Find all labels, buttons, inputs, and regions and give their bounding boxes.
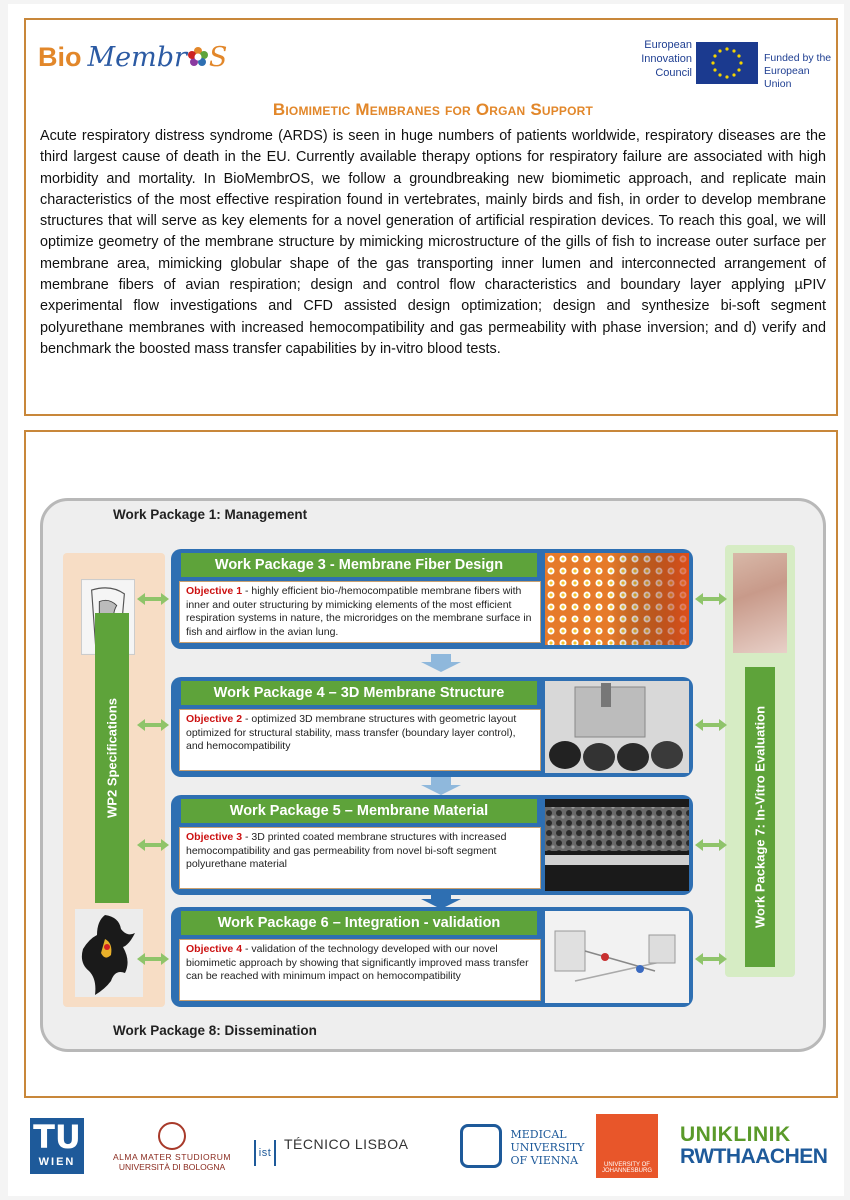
logo-membr: Membr bbox=[87, 42, 187, 73]
objective-label: Objective 4 bbox=[186, 943, 243, 955]
flower-icon bbox=[187, 46, 209, 68]
work-package-figure bbox=[24, 430, 838, 1098]
muv-line: MEDICAL bbox=[510, 1128, 567, 1141]
objective-text: - validation of the technology developed with our novel biomimetic approach by showing that significantly improved mass transfer can be reached with minimum impact on hemocompatibility bbox=[186, 943, 529, 982]
meduni-vienna-logo bbox=[460, 1124, 584, 1169]
wp5-title: Work Package 5 – Membrane Material bbox=[181, 799, 537, 823]
muv-line: UNIVERSITY bbox=[510, 1141, 585, 1154]
eic-line: Innovation bbox=[641, 53, 692, 65]
tecnico-text: TÉCNICO LISBOA bbox=[284, 1136, 409, 1152]
down-arrow-icon bbox=[421, 777, 461, 795]
wp2-bar bbox=[95, 613, 129, 903]
wp4-title: Work Package 4 – 3D Membrane Structure bbox=[181, 681, 537, 705]
lab-setup-photo bbox=[545, 911, 689, 1003]
funded-line: Funded by the bbox=[764, 52, 832, 64]
tu-wien-logo bbox=[30, 1118, 84, 1174]
johannesburg-logo bbox=[596, 1114, 658, 1178]
objective-label: Objective 2 bbox=[186, 713, 243, 725]
down-arrow-icon bbox=[421, 654, 461, 672]
funded-by-eu bbox=[764, 52, 836, 91]
wp-diagram bbox=[40, 498, 826, 1052]
bologna-line: ALMA MATER STUDIORUM bbox=[113, 1152, 231, 1162]
rwth-line: UNIKLINIK bbox=[680, 1123, 791, 1146]
ist-mark-icon: ist bbox=[254, 1140, 276, 1166]
left-right-arrow-icon bbox=[695, 719, 727, 731]
fiber-pattern-image bbox=[545, 553, 689, 645]
bird-anatomy-image bbox=[75, 909, 143, 997]
wp2-column bbox=[63, 553, 165, 1007]
wp3-title: Work Package 3 - Membrane Fiber Design bbox=[181, 553, 537, 577]
3d-structure-photo bbox=[545, 681, 689, 773]
wp7-bar bbox=[745, 667, 775, 967]
left-right-arrow-icon bbox=[695, 593, 727, 605]
left-right-arrow-icon bbox=[695, 953, 727, 965]
muv-line: OF VIENNA bbox=[510, 1154, 579, 1167]
uniklinik-rwth-logo bbox=[680, 1124, 827, 1168]
eic-line: Council bbox=[655, 67, 692, 79]
wp5-box bbox=[171, 795, 693, 895]
tu-text: TU bbox=[33, 1118, 81, 1156]
membrane-sem-image bbox=[545, 799, 689, 891]
wp2-label: WP2 Specifications bbox=[104, 698, 120, 818]
wp3-box bbox=[171, 549, 693, 649]
abstract-text: Acute respiratory distress syndrome (ARDS) is seen in huge numbers of patients worldwide, respiratory diseases are the third largest cause of death in the EU. Currently available therapy options for respiratory failure are associated with high morbidity and mortality. In BioMembrOS, we follow a groundbreaking new biomimetic approach, and replicate main characteristics of the most effective respiration found in vertebrates, mainly birds and fish, in order to develop membrane structures that will serve as key elements for a novel generation of artificial respiration devices. To reach this goal, we will optimize geometry of the membrane structure by mimicking microstructure of the gills of fish to increase outer surface per membrane area, mimicking globular shape of the gas transporting inner lumen and interconnected arrangement of membrane fibers of avian respiration; design and control flow characteristics and boundary layer applying µPIV experimental flow investigations and CFD assisted design optimization; design and synthesize bi-soft segment polyurethane membranes with increased hemocompatibility and gas permeability with phase inversion; and d) verify and benchmark the boosted mass transfer capabilities by in-vitro blood tests. bbox=[40, 128, 826, 357]
poster-title: Biomimetic Membranes for Organ Support bbox=[272, 100, 594, 119]
funded-line: European Union bbox=[764, 65, 810, 90]
objective-text: - optimized 3D membrane structures with geometric layout optimized for structural stability, mass transfer (boundary layer control), and hemocompatibility bbox=[186, 713, 517, 752]
muv-text bbox=[510, 1128, 584, 1167]
objective-text: - highly efficient bio-/hemocompatible membrane fibers with inner and outer structuring by mimicking elements of the most efficient respiration systems in nature, the microridges on the membrane surface in fish and airflow in the avian lung. bbox=[186, 585, 532, 638]
eu-flag-icon bbox=[696, 42, 758, 84]
bologna-line: UNIVERSITÀ DI BOLOGNA bbox=[118, 1162, 226, 1172]
objective-label: Objective 3 bbox=[186, 831, 243, 843]
left-right-arrow-icon bbox=[695, 839, 727, 851]
left-right-arrow-icon bbox=[137, 953, 169, 965]
in-vitro-photo bbox=[733, 553, 787, 653]
objective-label: Objective 1 bbox=[186, 585, 243, 597]
wp6-title: Work Package 6 – Integration - validation bbox=[181, 911, 537, 935]
tecnico-lisboa-logo bbox=[254, 1136, 408, 1166]
wp4-box bbox=[171, 677, 693, 777]
wp7-label: Work Package 7: In-Vitro Evaluation bbox=[752, 705, 768, 929]
eic-line: European bbox=[644, 39, 692, 51]
joh-text: UNIVERSITY OF JOHANNESBURG bbox=[601, 1162, 652, 1174]
bologna-logo bbox=[108, 1122, 236, 1172]
eic-label bbox=[604, 38, 692, 80]
rwth-line: RWTHAACHEN bbox=[680, 1145, 828, 1168]
header-box bbox=[24, 18, 838, 416]
wp7-column bbox=[725, 545, 795, 977]
wp3-objective bbox=[179, 581, 541, 643]
wien-text: WIEN bbox=[38, 1156, 76, 1168]
wp4-objective bbox=[179, 709, 541, 771]
left-right-arrow-icon bbox=[137, 839, 169, 851]
muv-mark-icon bbox=[460, 1124, 502, 1168]
wp5-objective bbox=[179, 827, 541, 889]
left-right-arrow-icon bbox=[137, 719, 169, 731]
wp6-objective bbox=[179, 939, 541, 1001]
poster bbox=[8, 4, 844, 1196]
partner-logos bbox=[8, 1108, 844, 1188]
biomembros-logo bbox=[38, 42, 227, 73]
wp8-label: Work Package 8: Dissemination bbox=[113, 1023, 317, 1038]
bologna-seal-icon bbox=[158, 1122, 186, 1150]
objective-text: - 3D printed coated membrane structures with increased hemocompatibility and gas permeability from novel bi-soft segment polyurethane material bbox=[186, 831, 507, 870]
left-right-arrow-icon bbox=[137, 593, 169, 605]
logo-bio: Bio bbox=[38, 42, 82, 72]
wp6-box bbox=[171, 907, 693, 1007]
wp1-label: Work Package 1: Management bbox=[113, 507, 308, 522]
logo-s: S bbox=[208, 42, 228, 73]
down-arrow-icon bbox=[421, 891, 461, 909]
